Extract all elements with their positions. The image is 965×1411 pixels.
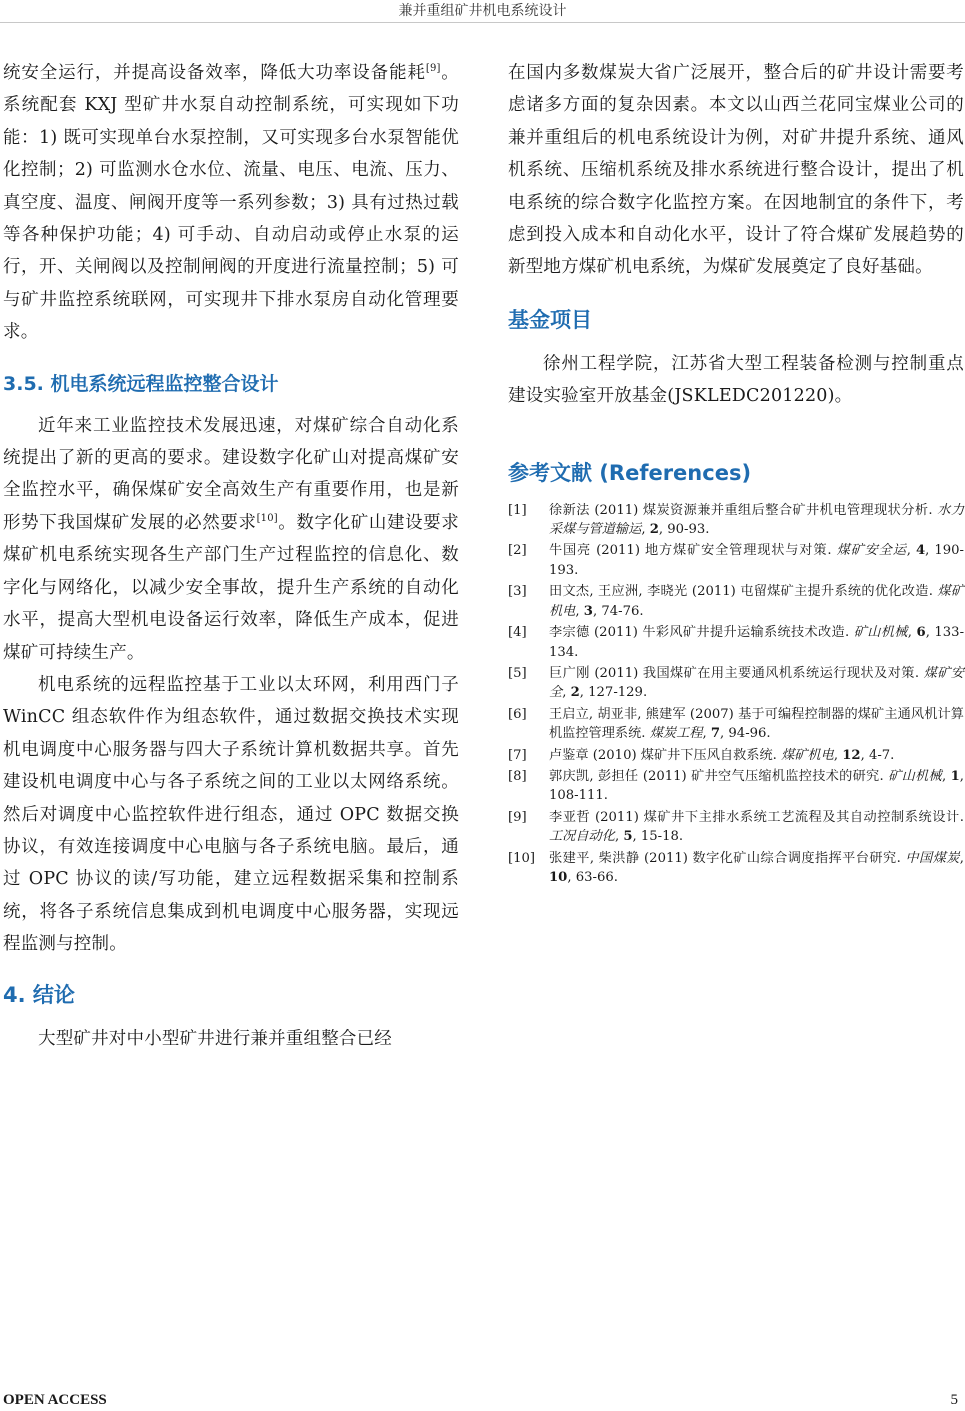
paragraph-text: 统安全运行，并提高设备效率，降低大功率设备能耗 (3, 63, 426, 83)
reference-pages: , 190-193. (549, 543, 965, 578)
reference-journal: 煤矿安全 (549, 665, 964, 701)
reference-journal: 煤矿机电 (549, 584, 965, 619)
reference-number: [3] (508, 584, 527, 600)
citation[interactable]: [9] (425, 63, 441, 75)
paragraph-text: 。系统配套 KXJ 型矿井水泵自动控制系统，可实现如下功能：1) 既可实现单台水泵控制，又可实现多台水泵智能优化控制；2) 可监测水仓水位、流量、电压、电流、压力、真空度、温度、闸阀开度等一系列参数；3) 具有过热过载等各种保护功能；4) 可手动、自动启动或停止水泵的运行，开、关闸阀以及控制闸阀的开度进行流量控制；5) 可与矿井监控系统联网，可实现井下排水泵房自动化管理要求。 (3, 63, 459, 343)
reference-item (508, 746, 964, 765)
reference-volume: 6 (916, 625, 926, 641)
body-paragraph: 大型矿井对中小型矿井进行兼并重组整合已经 (38, 1028, 392, 1049)
reference-number: [6] (508, 706, 527, 722)
reference-journal: 中国煤炭 (905, 850, 960, 866)
reference-pages: , 63-66. (567, 869, 618, 885)
reference-authors-title: 徐新法 (2011) 煤炭资源兼并重组后整合矿井机电管理现状分析. (549, 502, 938, 518)
reference-list (508, 501, 964, 888)
reference-text: 王启立, 胡亚非, 熊建军 (2007) 基于可编程控制器的煤矿主通风机计算机监控管理系统. 煤炭工程, 7, 94-96. (549, 706, 964, 742)
reference-text: 田文杰, 王应洲, 李晓光 (2011) 屯留煤矿主提升系统的优化改造. 煤矿机电, 3, 74-76. (549, 584, 965, 619)
reference-authors-title: 王启立, 胡亚非, 熊建军 (2007) 基于可编程控制器的煤矿主通风机计算机监控管理系统. (549, 706, 964, 742)
reference-text: 卢鉴章 (2010) 煤矿井下压风自救系统. 煤矿机电, 12, 4-7. (549, 747, 895, 763)
reference-item (508, 767, 964, 806)
reference-pages: , 74-76. (592, 603, 644, 619)
reference-pages: , 133-134. (549, 625, 965, 660)
reference-authors-title: 田文杰, 王应洲, 李晓光 (2011) 屯留煤矿主提升系统的优化改造. (549, 584, 938, 600)
reference-journal: 煤炭工程 (649, 726, 703, 742)
reference-volume: 1 (950, 768, 960, 784)
body-paragraph: 在国内多数煤炭大省广泛展开，整合后的矿井设计需要考虑诸多方面的复杂因素。本文以山西兰花同宝煤业公司的兼并重组后的机电系统设计为例，对矿井提升系统、通风机系统、压缩机系统及排水系统进行整合设计，提出了机电系统的综合数字化监控方案。在因地制宜的条件下，考虑到投入成本和自动化水平，设计了符合煤矿发展趋势的新型地方煤矿机电系统，为煤矿发展奠定了良好基础。 (508, 63, 964, 278)
reference-pages: , 94-96. (720, 726, 771, 742)
paragraph-text: 近年来工业监控技术发展迅速，对煤矿综合自动化系统提出了新的更高的要求。建设数字化矿山对提高煤矿安全监控水平，确保煤矿安全高效生产有重要作用，也是新形势下我国煤矿发展的必然要求 (3, 415, 459, 533)
reference-authors-title: 李亚哲 (2011) 煤矿井下主排水系统工艺流程及其自动控制系统设计. (549, 809, 964, 825)
reference-pages: , 90-93. (658, 522, 710, 538)
reference-text: 巨广刚 (2011) 我国煤矿在用主要通风机系统运行现状及对策. 煤矿安全, 2, 127-129. (549, 665, 964, 701)
reference-number: [2] (508, 543, 527, 559)
reference-volume: 3 (583, 603, 593, 619)
reference-text: 徐新法 (2011) 煤炭资源兼并重组后整合矿井机电管理现状分析. 水力采煤与管道输运, 2, 90-93. (549, 502, 965, 538)
reference-number: [9] (508, 809, 527, 825)
reference-authors-title: 巨广刚 (2011) 我国煤矿在用主要通风机系统运行现状及对策. (549, 665, 924, 681)
reference-volume: 4 (915, 543, 926, 559)
page-number: 5 (950, 1392, 958, 1408)
reference-authors-title: 李宗德 (2011) 牛彩风矿井提升运输系统技术改造. (549, 625, 854, 641)
right-column (508, 57, 964, 889)
reference-authors-title: 牛国亮 (2011) 地方煤矿安全管理现状与对策. (549, 543, 837, 559)
reference-journal: 矿山机械 (888, 768, 942, 784)
reference-number: [5] (508, 665, 527, 681)
reference-authors-title: 卢鉴章 (2010) 煤矿井下压风自救系统. (549, 747, 782, 763)
reference-volume: 2 (570, 685, 580, 701)
reference-journal: 工况自动化 (549, 829, 615, 845)
reference-item (508, 808, 964, 847)
reference-volume: 7 (710, 726, 721, 742)
reference-pages: , 15-18. (632, 829, 684, 845)
fund-paragraph: 徐州工程学院，江苏省大型工程装备检测与控制重点建设实验室开放基金(JSKLEDC201220)。 (508, 353, 964, 407)
reference-authors-title: 郭庆凯, 彭担任 (2011) 矿井空气压缩机监控技术的研究. (549, 768, 889, 784)
reference-authors-title: 张建平, 柴洪静 (2011) 数字化矿山综合调度指挥平台研究. (549, 850, 906, 866)
reference-number: [1] (508, 502, 527, 518)
reference-pages: , 108-111. (549, 768, 964, 804)
reference-number: [8] (508, 768, 527, 784)
reference-volume: 5 (623, 829, 633, 845)
reference-item (508, 623, 964, 662)
reference-text: 郭庆凯, 彭担任 (2011) 矿井空气压缩机监控技术的研究. 矿山机械, 1, 108-111. (549, 768, 964, 804)
reference-text: 牛国亮 (2011) 地方煤矿安全管理现状与对策. 煤矿安全运, 4, 190-193. (549, 543, 965, 578)
reference-item (508, 501, 964, 540)
reference-journal: 矿山机械 (853, 625, 908, 641)
reference-journal: 水力采煤与管道输运 (549, 502, 965, 538)
footer-open-access: OPEN ACCESS (3, 1392, 107, 1408)
fund-heading: 基金项目 (508, 307, 592, 332)
reference-item (508, 705, 964, 744)
citation[interactable]: [10] (256, 513, 278, 525)
left-column (3, 57, 459, 1055)
reference-text: 张建平, 柴洪静 (2011) 数字化矿山综合调度指挥平台研究. 中国煤炭, 10, 63-66. (549, 850, 964, 885)
reference-item (508, 541, 964, 580)
reference-volume: 2 (649, 522, 659, 538)
reference-item (508, 582, 964, 621)
reference-number: [10] (508, 850, 536, 866)
reference-item (508, 849, 964, 888)
reference-item (508, 664, 964, 703)
reference-journal: 煤矿机电 (781, 747, 834, 763)
reference-journal: 煤矿安全运 (836, 543, 907, 559)
section-heading-3-5: 3.5. 机电系统远程监控整合设计 (3, 372, 279, 395)
body-paragraph (3, 410, 459, 669)
reference-volume: 12 (842, 747, 861, 763)
running-head: 兼并重组矿井机电系统设计 (0, 0, 965, 23)
reference-number: [4] (508, 625, 527, 641)
references-heading: 参考文献 (References) (508, 460, 752, 485)
reference-text: 李亚哲 (2011) 煤矿井下主排水系统工艺流程及其自动控制系统设计. 工况自动化, 5, 15-18. (549, 809, 964, 845)
body-paragraph (3, 57, 459, 349)
reference-pages: , 127-129. (579, 685, 648, 701)
reference-number: [7] (508, 747, 527, 763)
reference-volume: 10 (549, 869, 568, 885)
reference-pages: , 4-7. (860, 747, 895, 763)
section-heading-4: 4. 结论 (3, 982, 75, 1007)
body-paragraph: 机电系统的远程监控基于工业以太环网，利用西门子 WinCC 组态软件作为组态软件，通过数据交换技术实现机电调度中心服务器与四大子系统计算机数据共享。首先建设机电调度中心与各子系统之间的工业以太网络系统。然后对调度中心监控软件进行组态，通过 OPC 数据交换协议，有效连接调度中心电脑与各子系统电脑。最后，通过 OPC 协议的读/写功能，建立远程数据采集和控制系统，将各子系统信息集成到机电调度中心服务器，实现远程监测与控制。 (3, 674, 459, 955)
reference-text: 李宗德 (2011) 牛彩风矿井提升运输系统技术改造. 矿山机械, 6, 133-134. (549, 625, 965, 660)
paragraph-text: 。数字化矿山建设要求煤矿机电系统实现各生产部门生产过程监控的信息化、数字化与网络化，以减少安全事故，提升生产系统的自动化水平，提高大型机电设备运行效率，降低生产成本，促进煤矿可持续生产。 (3, 512, 459, 663)
